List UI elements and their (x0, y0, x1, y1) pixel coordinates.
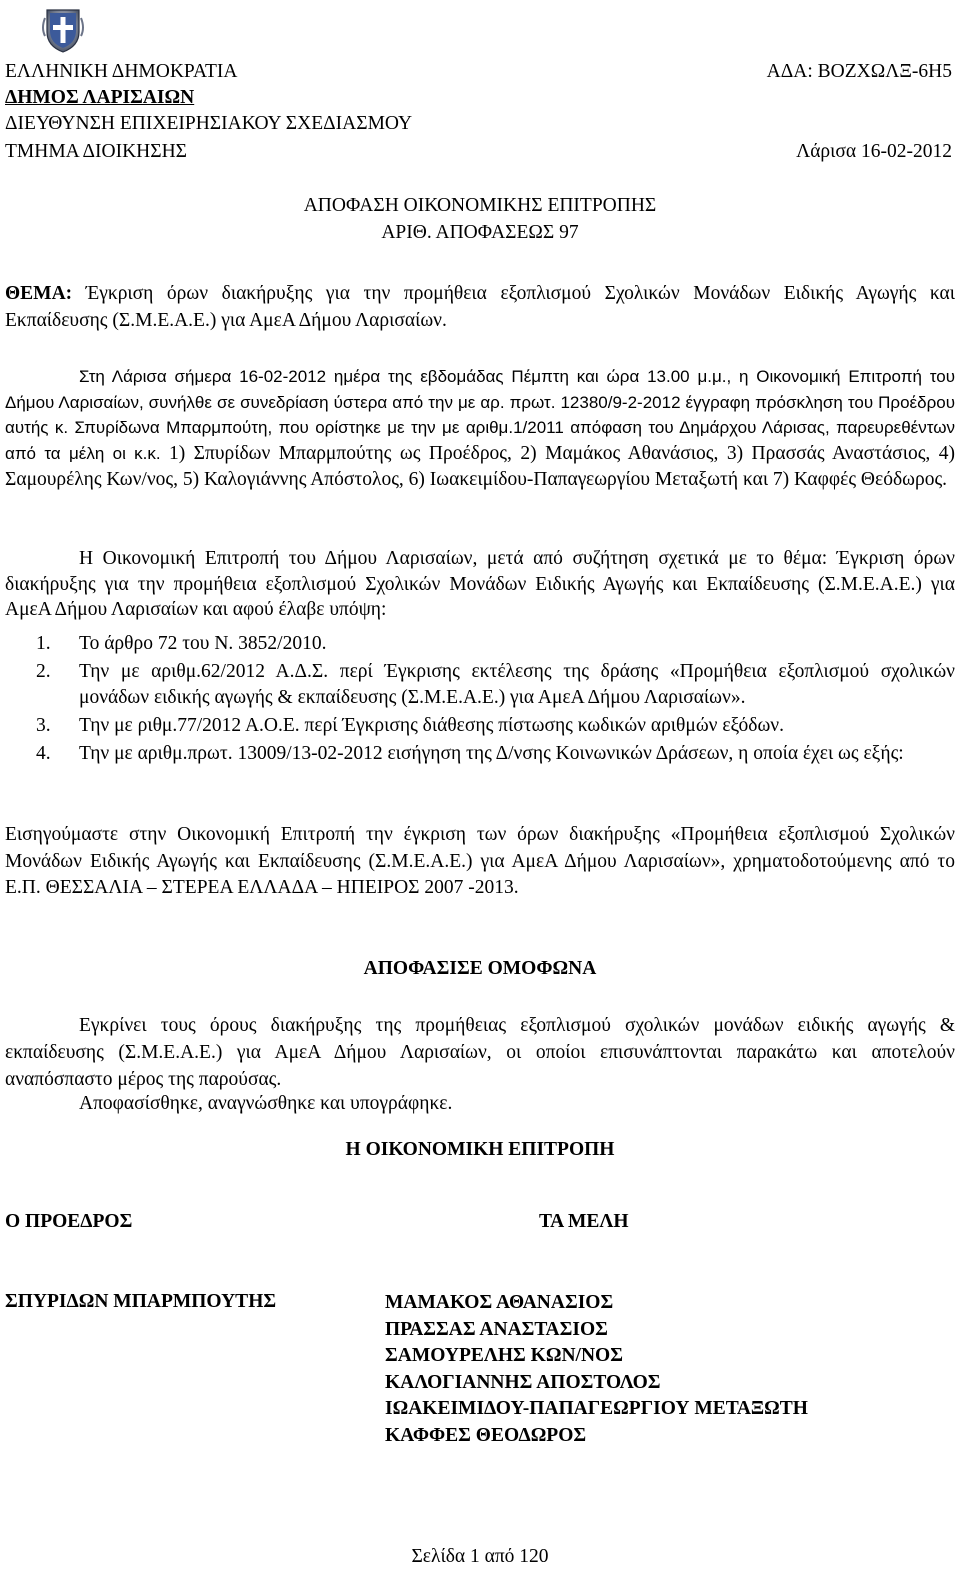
member-name: ΣΑΜΟΥΡΕΛΗΣ ΚΩΝ/ΝΟΣ (385, 1345, 623, 1366)
president-name: ΣΠΥΡΙΔΩΝ ΜΠΑΡΜΠΟΥΤΗΣ (5, 1291, 277, 1312)
meeting-paragraph (5, 364, 955, 493)
municipality-label: ΔΗΜΟΣ ΛΑΡΙΣΑΙΩΝ (5, 87, 195, 108)
approval-paragraph: Εγκρίνει τους όρους διακήρυξης της προμήθειας εξοπλισμού σχολικών μονάδων ειδικής αγωγής & εκπαίδευσης (Σ.Μ.Ε.Α.Ε.) για ΑμεΑ Δήμου Λαρισαίων, οι οποίοι επισυνάπτονται παρακάτω και αποτελούν αναπόσπαστο μέρος της παρούσας. (5, 1015, 955, 1090)
committee-paragraph: Η Οικονομική Επιτροπή του Δήμου Λαρισαίων, μετά από συζήτηση σχετικά με το θέμα: Έγκριση όρων διακήρυξης για την προμήθεια εξοπλισμού Σχολικών Μονάδων Ειδικής Αγωγής και Εκπαίδευσης (Σ.Μ.Ε.Α.Ε.) για ΑμεΑ Δήμου Λαρισαίων και αφού έλαβε υπόψη: (5, 548, 955, 620)
subject-text: Έγκριση όρων διακήρυξης για την προμήθεια εξοπλισμού Σχολικών Μονάδων Ειδικής Αγωγής και Εκπαίδευσης (Σ.Μ.Ε.Α.Ε.) για ΑμεΑ Δήμου Λαρισαίων. (5, 283, 955, 331)
list-item: 2. Την με αριθμ.62/2012 Α.Δ.Σ. περί Έγκρισης εκτέλεσης της δράσης «Προμήθεια εξοπλισμού σχολικών μονάδων ειδικής αγωγής & εκπαίδευσης (Σ.Μ.Ε.Α.Ε.) για ΑμεΑ Δήμου Λαρισαίων». (36, 661, 955, 708)
member-name: ΚΑΛΟΓΙΑΝΝΗΣ ΑΠΟΣΤΟΛΟΣ (385, 1371, 661, 1393)
recommendation-paragraph: Εισηγούμαστε στην Οικονομική Επιτροπή την έγκριση των όρων διακήρυξης «Προμήθεια εξοπλισμού Σχολικών Μονάδων Ειδικής Αγωγής και Εκπαίδευσης (Σ.Μ.Ε.Α.Ε.) για ΑμεΑ Δήμου Λαρισαίων», χρηματοδοτούμενης από το Ε.Π. ΘΕΣΣΑΛΙΑ – ΣΤΕΡΕΑ ΕΛΛΑΔΑ – ΗΠΕΙΡΟΣ 2007 -2013. (5, 824, 955, 898)
members-list (385, 1290, 808, 1449)
country-label: ΕΛΛΗΝΙΚΗ ΔΗΜΟΚΡΑΤΙΑ (5, 61, 238, 82)
department-label: ΤΜΗΜΑ ΔΙΟΙΚΗΣΗΣ (5, 141, 188, 162)
page-number: Σελίδα 1 από 120 (411, 1546, 549, 1567)
member-name: ΙΩΑΚΕΙΜΙΔΟΥ-ΠΑΠΑΓΕΩΡΓΙΟΥ ΜΕΤΑΞΩΤΗ (385, 1398, 808, 1419)
decision-number: ΑΡΙΘ. ΑΠΟΦΑΣΕΩΣ 97 (381, 222, 579, 243)
list-item: 1. Το άρθρο 72 του Ν. 3852/2010. (36, 633, 327, 654)
greek-emblem-icon (41, 6, 85, 54)
ada-code: ΑΔΑ: ΒΟΖΧΩΛΞ-6Η5 (766, 61, 952, 82)
member-name: ΠΡΑΣΣΑΣ ΑΝΑΣΤΑΣΙΟΣ (385, 1318, 608, 1340)
member-name: ΜΑΜΑΚΟΣ ΑΘΑΝΑΣΙΟΣ (385, 1292, 614, 1313)
member-name: ΚΑΦΦΕΣ ΘΕΟΔΩΡΟΣ (385, 1424, 587, 1446)
place-date: Λάρισα 16-02-2012 (796, 141, 952, 162)
list-item: 3. Την με ριθμ.77/2012 Α.Ο.Ε. περί Έγκρισης διάθεσης πίστωσης κωδικών αριθμών εξόδων. (36, 715, 784, 736)
directorate-label: ΔΙΕΥΘΥΝΣΗ ΕΠΙΧΕΙΡΗΣΙΑΚΟΥ ΣΧΕΔΙΑΣΜΟΥ (5, 113, 413, 134)
members-text: 1) Σπυρίδων Μπαρμπούτης ως Προέδρος, 2) Μαμάκος Αθανάσιος, 3) Πρασσάς Αναστάσιος, 4) Σαμουρέλης Κων/νος, 5) Καλογιάννης Απόστολος, 6) Ιωακειμίδου-Παπαγεωργίου Μεταξωτή και 7) Καφφές Θεόδωρος. (5, 443, 956, 490)
unanimous-decision: ΑΠΟΦΑΣΙΣΕ ΟΜΟΦΩΝΑ (363, 958, 597, 979)
president-label: Ο ΠΡΟΕΔΡΟΣ (5, 1211, 133, 1232)
committee-heading: Η ΟΙΚΟΝΟΜΙΚΗ ΕΠΙΤΡΟΠΗ (345, 1139, 615, 1160)
considerations-list (5, 631, 955, 767)
members-label: ΤΑ ΜΕΛΗ (539, 1211, 629, 1232)
list-item: 4. Την με αριθμ.πρωτ. 13009/13-02-2012 εισήγηση της Δ/νσης Κοινωνικών Δράσεων, η οποία έχει ως εξής: (36, 743, 904, 764)
subject-label: ΘΕΜΑ: (5, 283, 73, 304)
meeting-text: Στη Λάρισα σήμερα 16-02-2012 ημέρα της εβδομάδας Πέμπτη και ώρα 13.00 μ.μ., η Οικονομική Επιτροπή του Δήμου Λαρισαίων, συνήλθε σε συνεδρίαση ύστερα από την με αρ. πρωτ. 12380/9-2-2012 έγγραφη πρόσκληση του Προέδρου αυτής κ. Σπυρίδωνα Μπαρμπούτη, που ορίστηκε με την με αριθμ.1/2011 απόφαση του Δημάρχου Λάρισας, παρευρεθέντων από τα μέλη οι κ.κ. (5, 367, 955, 464)
signed-statement: Αποφασίσθηκε, αναγνώσθηκε και υπογράφηκε. (79, 1093, 453, 1114)
subject (5, 280, 955, 334)
decision-title: ΑΠΟΦΑΣΗ ΟΙΚΟΝΟΜΙΚΗΣ ΕΠΙΤΡΟΠΗΣ (303, 195, 657, 216)
